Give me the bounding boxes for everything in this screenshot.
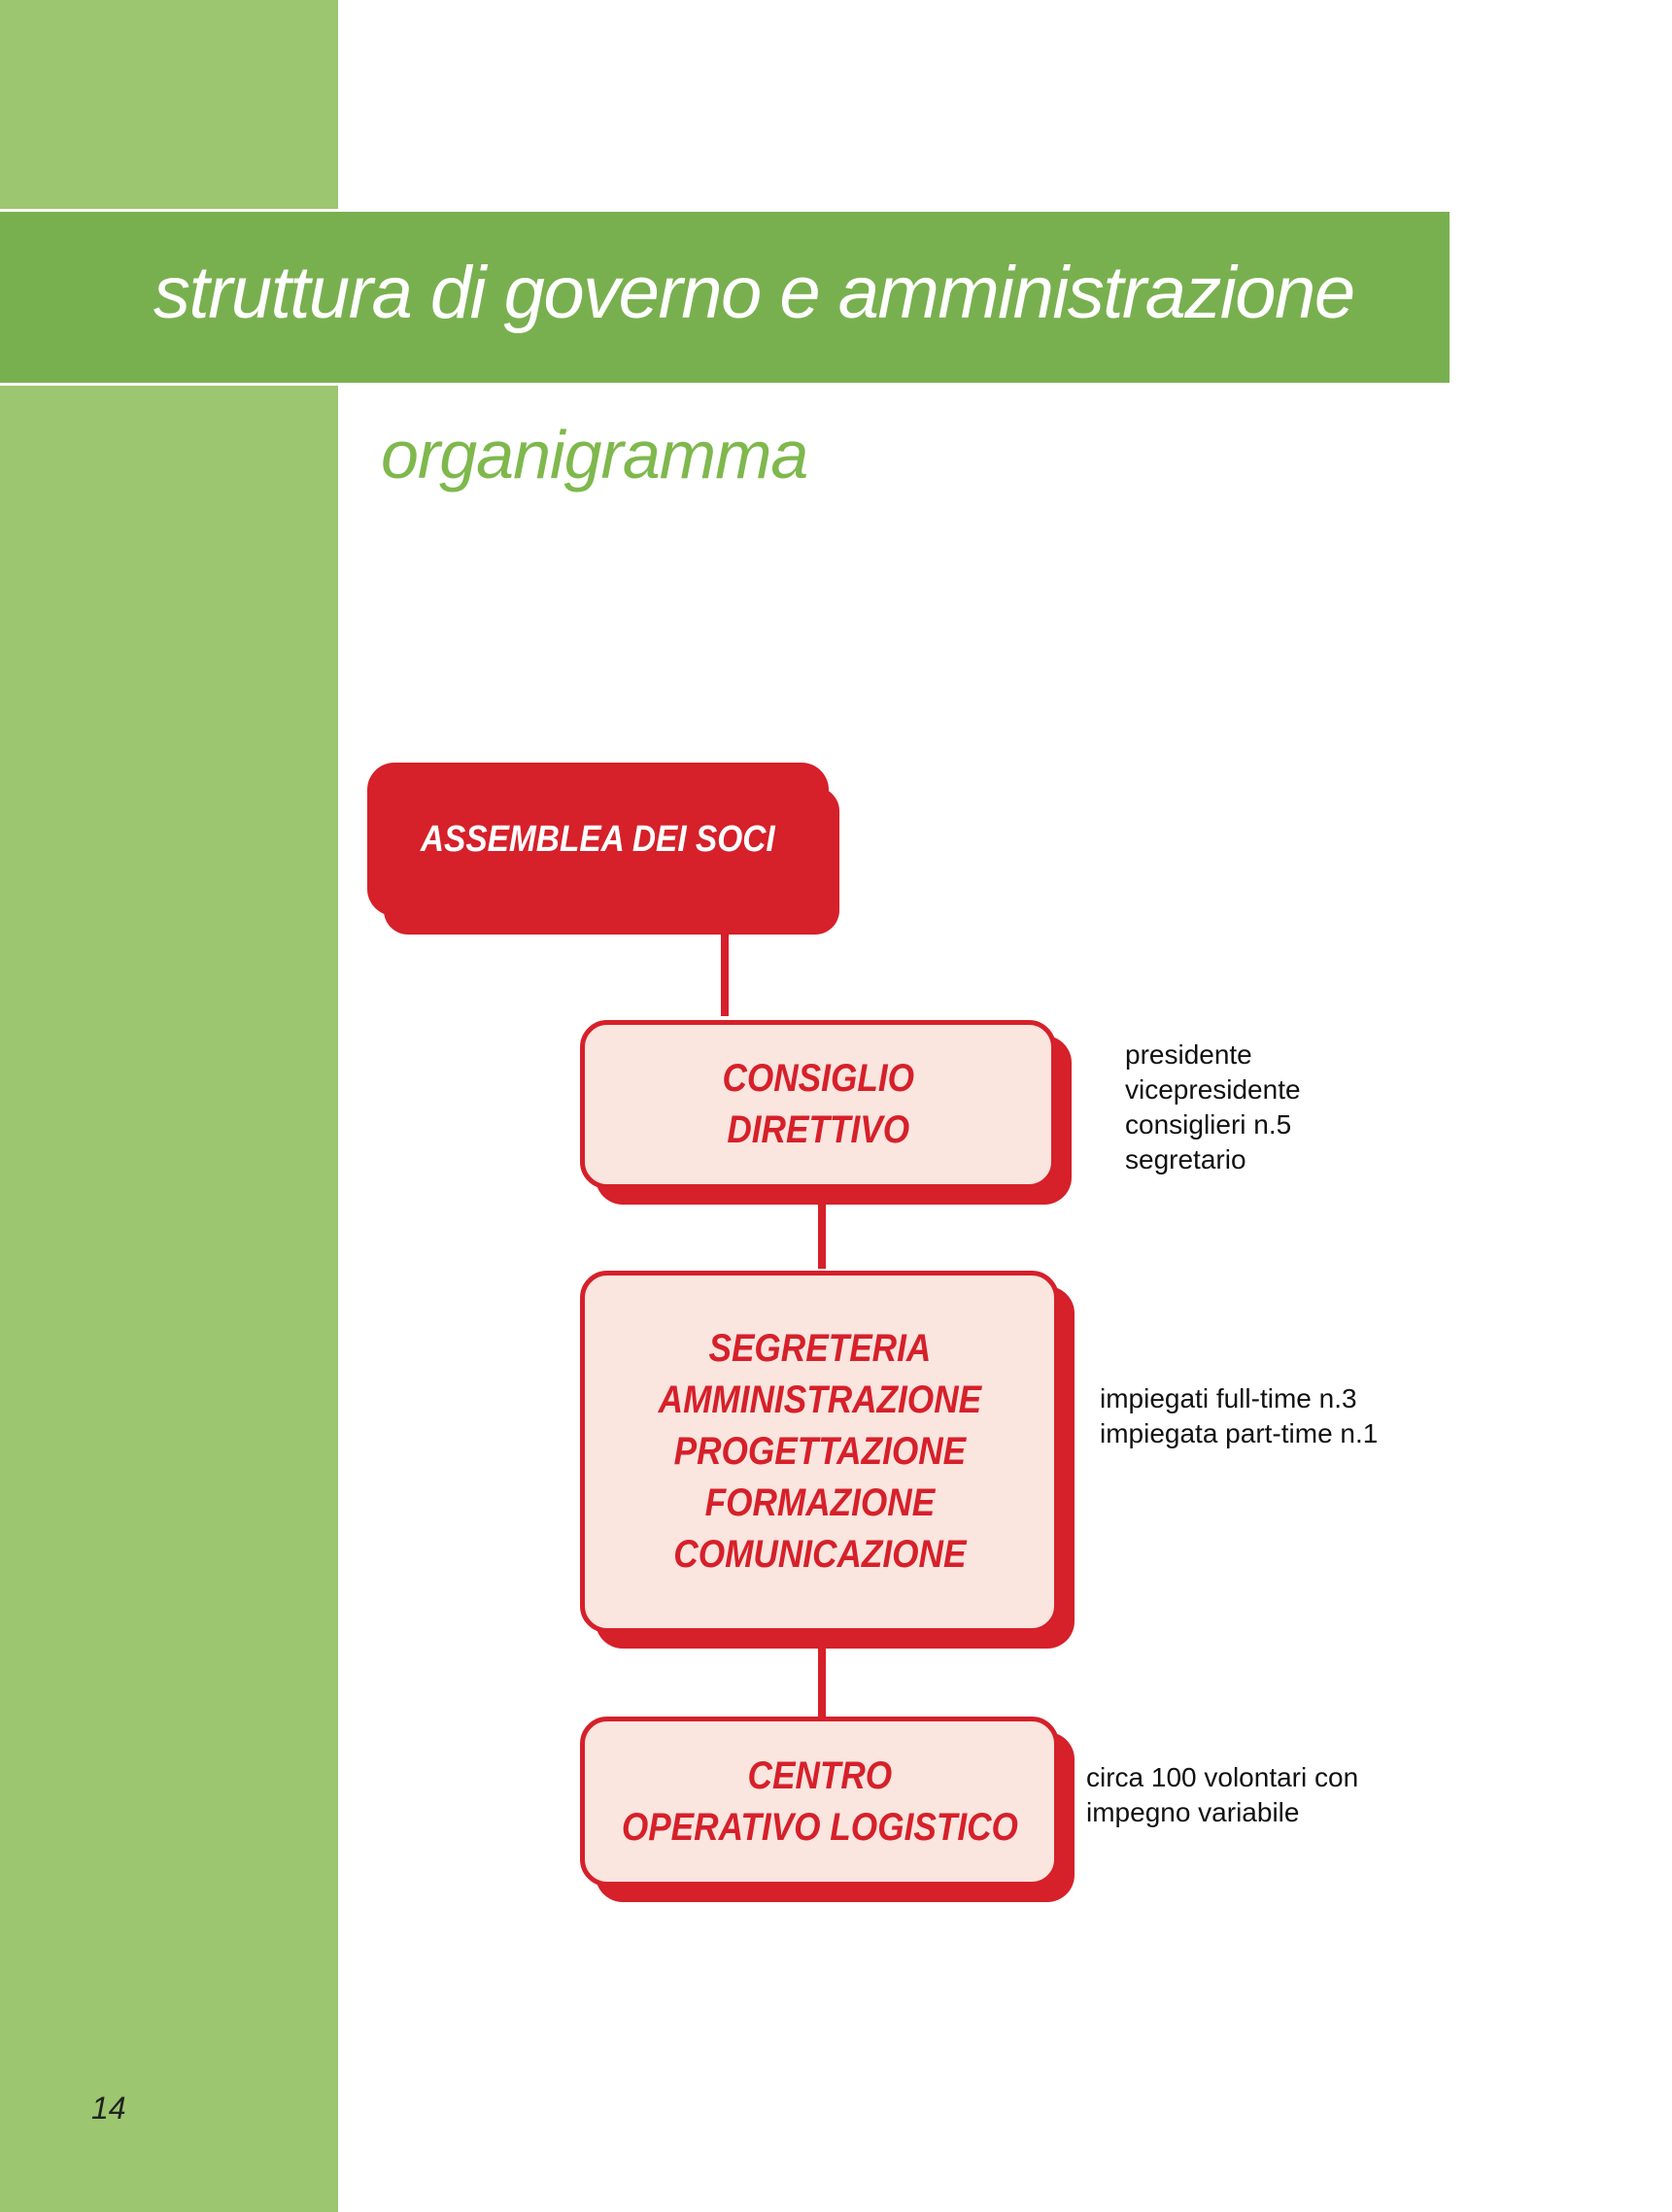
node-label: CONSIGLIO DIRETTIVO [722,1057,914,1151]
title-band [0,209,1450,386]
edge-consiglio-segreteria [818,1185,826,1269]
node-assemblea-dei-soci [367,763,829,916]
node-label: CENTRO OPERATIVO LOGISTICO [621,1753,1018,1849]
page-title: struttura di governo e amministrazione [154,252,1354,334]
node-consiglio-direttivo [580,1020,1056,1189]
node-label: ASSEMBLEA DEI SOCI [421,818,775,860]
node-label: SEGRETERIA AMMINISTRAZIONE PROGETTAZIONE FORMAZIONE COMUNICAZIONE [658,1327,981,1576]
section-subtitle: organigramma [381,417,808,493]
node-centro-operativo-logistico [580,1717,1059,1887]
edge-segreteria-centro [818,1628,826,1719]
note-segreteria: impiegati full-time n.3 impiegata part-time n.1 [1100,1383,1379,1448]
node-segreteria [580,1271,1059,1633]
page-number: 14 [91,2091,126,2126]
edge-assemblea-consiglio [721,935,729,1016]
note-consiglio-direttivo: presidente vicepresidente consiglieri n.5 segretario [1125,1039,1301,1174]
note-centro-operativo-logistico: circa 100 volontari con impegno variabile [1086,1762,1359,1827]
